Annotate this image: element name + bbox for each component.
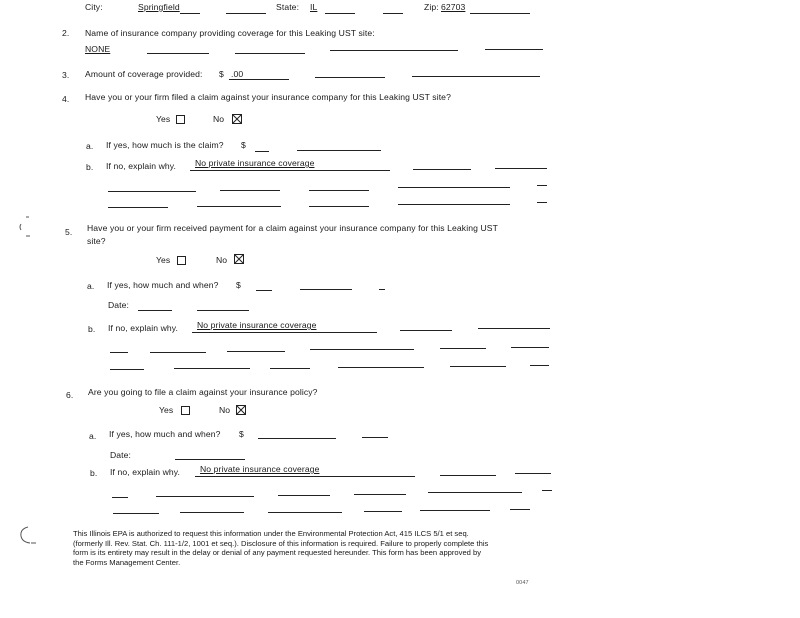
footer-statement [73,529,543,567]
state-underline [325,13,355,14]
footer-line-4: the Forms Management Center. [73,557,181,567]
blank-line [510,509,530,510]
q6-no-checkbox-checked[interactable] [236,405,246,415]
state-value[interactable]: IL [310,2,318,12]
blank-line [226,13,266,14]
blank-line [197,206,281,207]
zip-underline [470,13,530,14]
q4b-letter: b. [86,162,94,172]
footer-line-2: (formerly Ill. Rev. Stat. Ch. 111-1/2, 1001 et seq.). Disclosure of this information is required. Failure to properly complete this [73,538,489,548]
q3-underline [229,79,289,80]
q4a-text: If yes, how much is the claim? [106,140,224,150]
q3-number: 3. [62,70,70,80]
footer-line-1: This Illinois EPA is authorized to request this information under the Environmental Protection Act, 415 ILCS 5/1 et seq. [73,529,469,538]
blank-line [440,348,486,349]
blank-line [354,494,406,495]
q5-no-checkbox-checked[interactable] [234,254,244,264]
blank-line [310,349,414,350]
q5b-letter: b. [88,324,96,334]
blank-line [420,510,490,511]
q5-no-label: No [216,255,228,265]
blank-line [511,347,549,348]
blank-line [256,290,272,291]
q5a-currency: $ [236,280,241,290]
blank-line [412,76,540,77]
blank-line [537,202,547,203]
q2-number: 2. [62,28,70,38]
blank-line [297,150,381,151]
blank-line [156,496,254,497]
blank-line [383,13,403,14]
city-value[interactable]: Springfield [138,2,180,12]
q6-date-field[interactable] [175,459,245,460]
blank-line [300,289,352,290]
blank-line [108,207,168,208]
q5b-answer[interactable]: No private insurance coverage [197,320,317,330]
blank-line [364,511,402,512]
blank-line [112,497,128,498]
blank-line [270,368,310,369]
q5-text-line2: site? [87,236,106,246]
blank-line [330,50,458,51]
scan-mark-icon [16,524,38,546]
q5-date-field[interactable] [138,310,172,311]
q6b-text: If no, explain why. [110,467,181,477]
page-code: 0047 [516,580,529,586]
blank-line [398,187,510,188]
blank-line [400,330,452,331]
blank-line [309,190,369,191]
q5b-text: If no, explain why. [108,323,179,333]
city-underline [180,13,200,14]
q2-answer[interactable]: NONE [85,44,111,54]
blank-line [147,53,209,54]
blank-line [108,191,196,192]
zip-value[interactable]: 62703 [441,2,466,12]
q4-number: 4. [62,94,70,104]
blank-line [338,367,424,368]
blank-line [362,437,388,438]
blank-line [478,328,550,329]
q4b-underline [190,170,390,171]
q4b-answer[interactable]: No private insurance coverage [195,158,315,168]
q5a-text: If yes, how much and when? [107,280,219,290]
q4-text: Have you or your firm filed a claim against your insurance company for this Leaking UST site? [85,92,451,102]
blank-line [315,77,385,78]
blank-line [197,310,249,311]
blank-line [530,365,549,366]
q6b-answer[interactable]: No private insurance coverage [200,464,320,474]
blank-line [379,289,385,290]
footer-line-3: form is its entirety may result in the delay or denial of any payment requested hereunder. This form has been approved by [73,548,482,558]
q6b-underline [195,476,415,477]
q5b-underline [192,332,377,333]
q5-yes-checkbox[interactable] [177,256,186,265]
blank-line [113,513,159,514]
q2-text: Name of insurance company providing coverage for this Leaking UST site: [85,28,375,38]
blank-line [235,53,305,54]
blank-line [227,351,285,352]
blank-line [413,169,471,170]
blank-line [150,352,206,353]
blank-line [515,473,551,474]
blank-line [542,490,552,491]
q4a-currency: $ [241,140,246,150]
q6a-text: If yes, how much and when? [109,429,221,439]
q6a-currency: $ [239,429,244,439]
blank-line [309,206,369,207]
q6-yes-checkbox[interactable] [181,406,190,415]
q4b-text: If no, explain why. [106,161,177,171]
blank-line [268,512,342,513]
blank-line [440,475,496,476]
q5-yes-label: Yes [156,255,171,265]
q6-no-label: No [219,405,231,415]
blank-line [258,438,336,439]
q3-text: Amount of coverage provided: [85,69,203,79]
q6-number: 6. [66,390,74,400]
q5-number: 5. [65,227,73,237]
q4-no-label: No [213,114,225,124]
q5a-letter: a. [87,281,95,291]
q6b-letter: b. [90,468,98,478]
zip-label: Zip: [424,2,439,12]
blank-line [537,185,547,186]
blank-line [428,492,522,493]
q4-no-checkbox-checked[interactable] [232,114,242,124]
blank-line [220,190,280,191]
state-label: State: [276,2,300,12]
blank-line [110,352,128,353]
blank-line [278,495,330,496]
scan-mark-icon [16,214,36,240]
blank-line [398,204,510,205]
q5-text-line1: Have you or your firm received payment for a claim against your insurance company for this Leaking UST [87,223,498,233]
blank-line [180,512,244,513]
blank-line [255,151,269,152]
blank-line [495,168,547,169]
blank-line [110,369,144,370]
q4-yes-label: Yes [156,114,171,124]
blank-line [174,368,250,369]
q5-date-label: Date: [108,300,130,310]
q3-currency: $ [219,69,224,79]
q6-yes-label: Yes [159,405,174,415]
q6a-letter: a. [89,431,97,441]
q4-yes-checkbox[interactable] [176,115,185,124]
q4a-letter: a. [86,141,94,151]
q6-date-label: Date: [110,450,132,460]
blank-line [485,49,543,50]
q3-answer[interactable]: .00 [231,69,244,79]
city-label: City: [85,2,103,12]
q6-text: Are you going to file a claim against your insurance policy? [88,387,318,397]
blank-line [450,366,506,367]
